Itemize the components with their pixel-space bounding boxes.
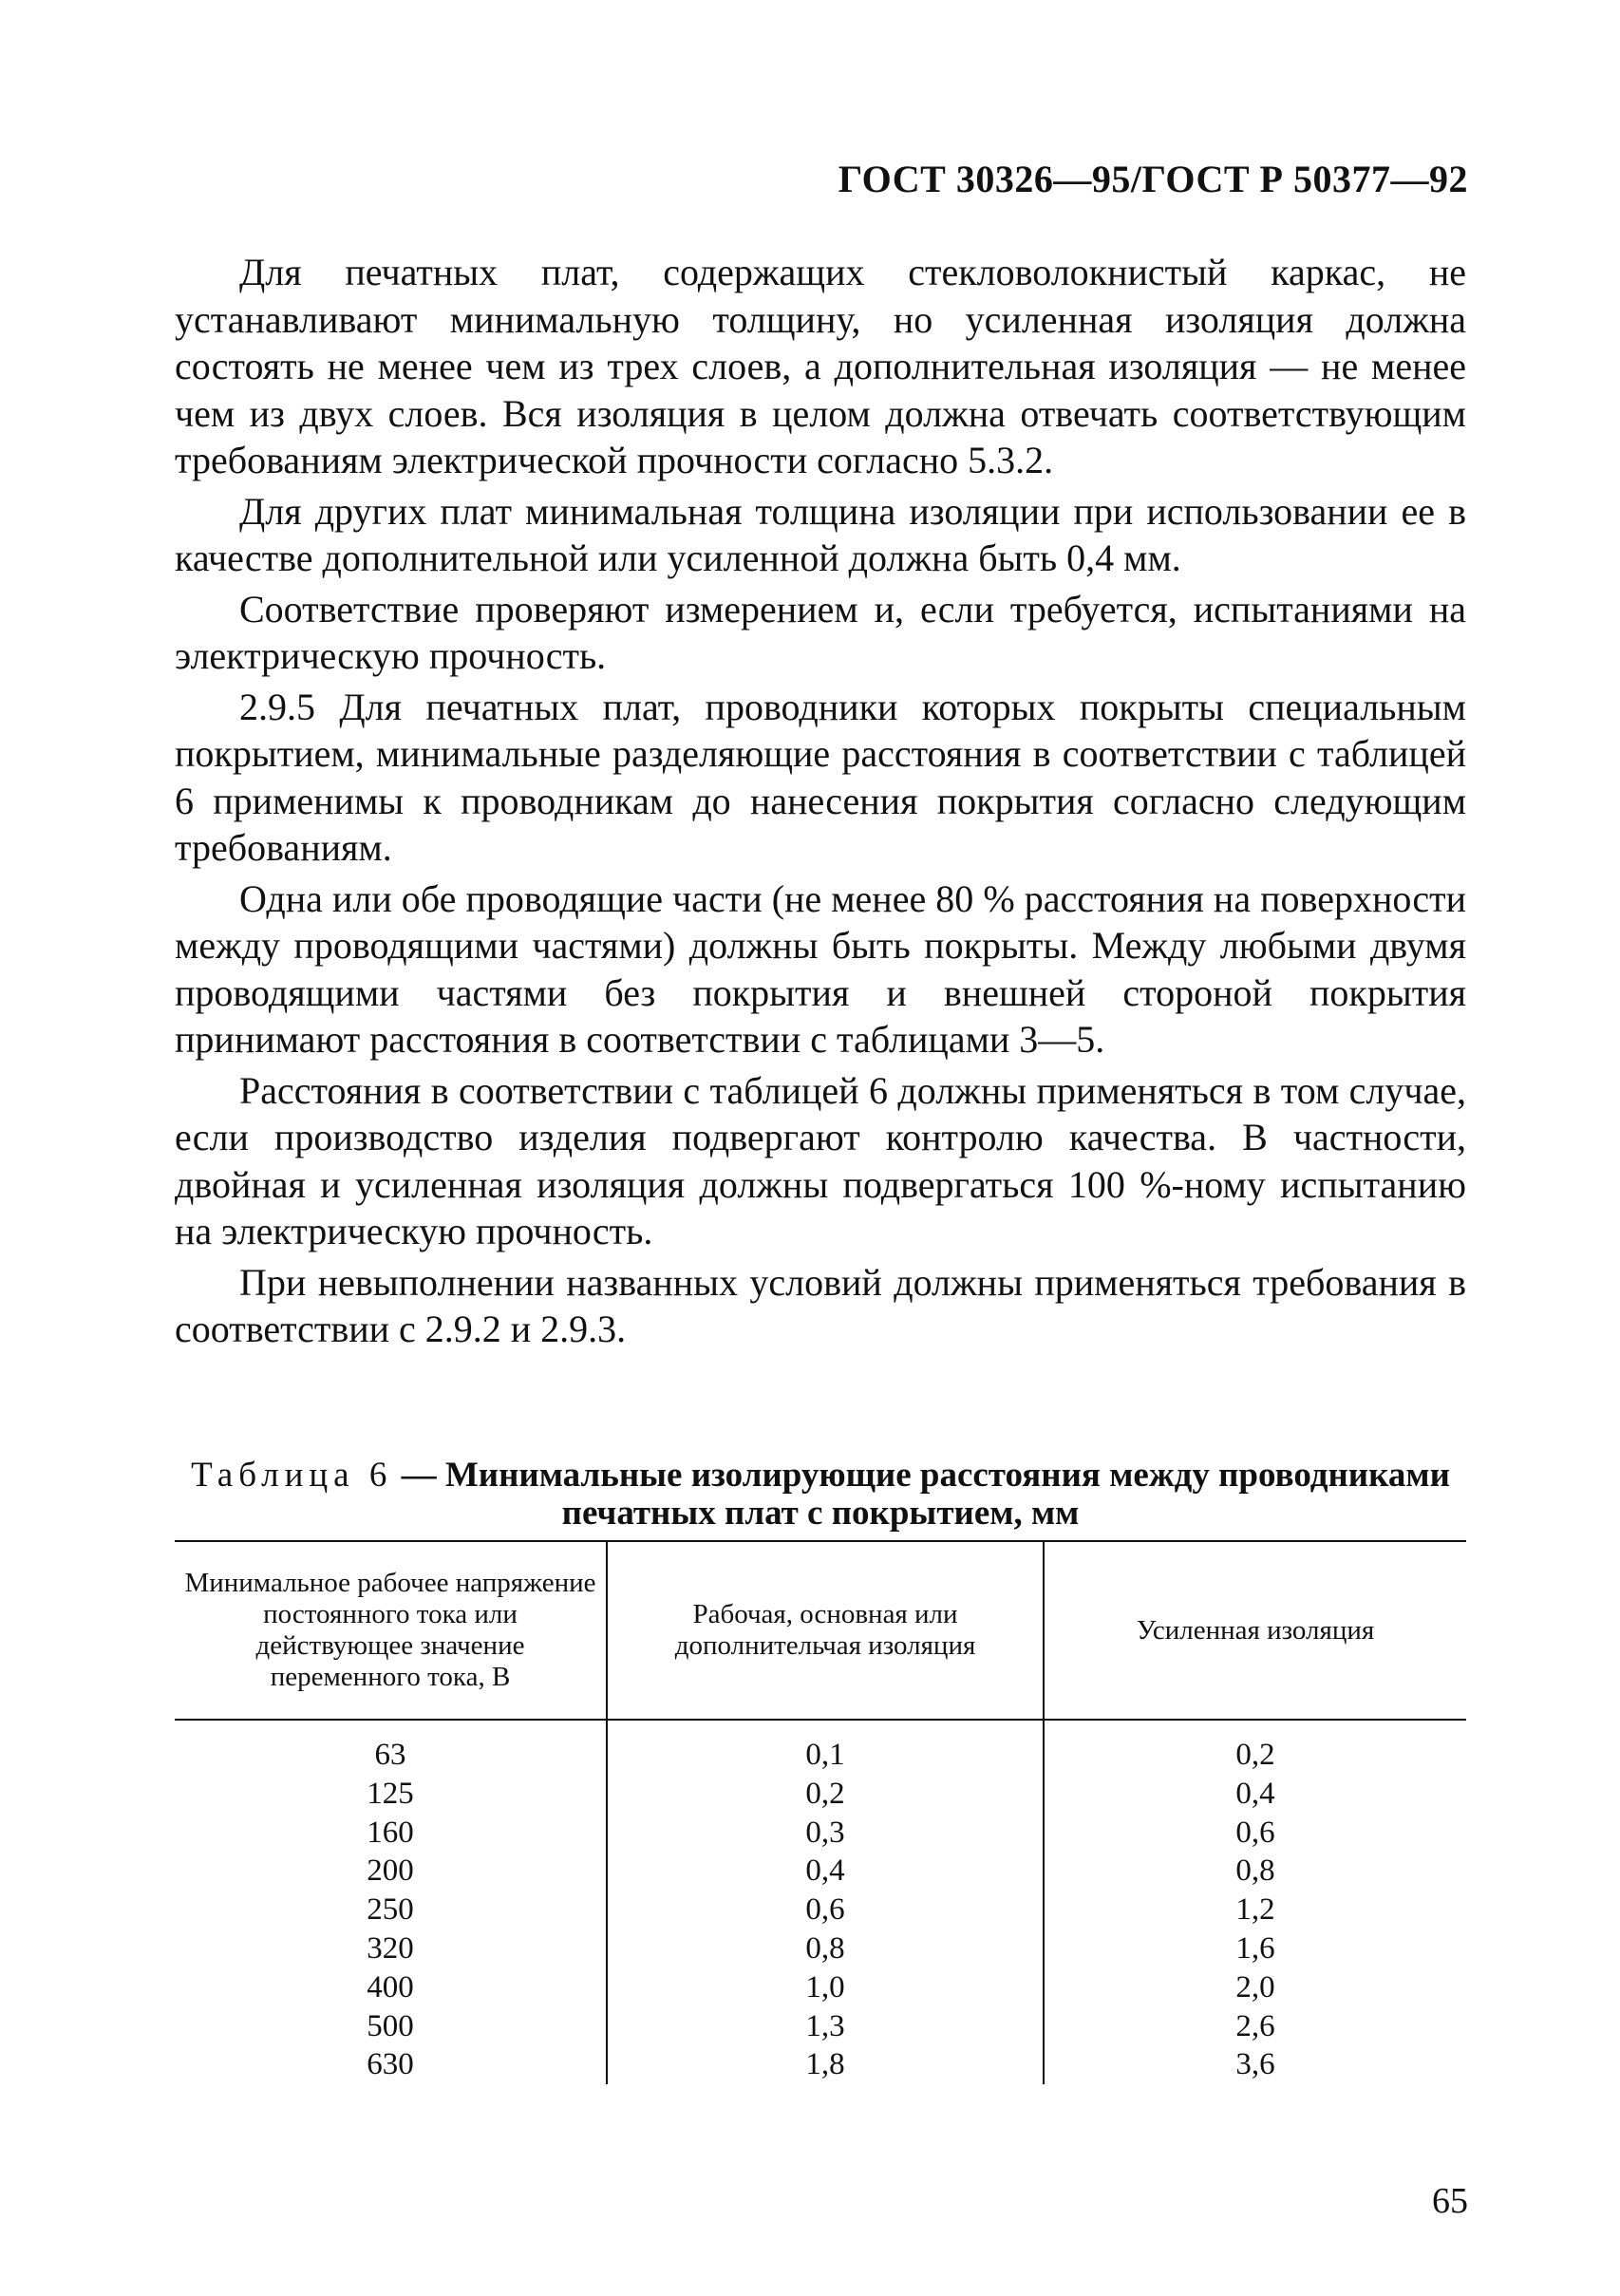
paragraph: Расстояния в соответствии с таблицей 6 должны применяться в том случае, если производство изделия подвергают контролю качества. В частности, двойная и усиленная изоляция должны подвергаться 100 %-ному испытанию на электрическую прочность. <box>175 1068 1466 1252</box>
table-row <box>175 1720 1466 1775</box>
page-number: 65 <box>1432 2181 1468 2221</box>
paragraph: Для печатных плат, содержащих стекловолокнистый каркас, не устанавливают минимальную толщину, но усиленная изоляция должна состоять не менее чем из трех слоев, а дополнительная изоляция — не менее чем из двух слоев. Вся изоляция в целом должна отвечать соответствующим требованиям электрической прочности согласно 5.3.2. <box>175 251 1466 481</box>
cell-voltage: 250 <box>367 1892 414 1928</box>
body-text <box>175 249 1466 1357</box>
table-row <box>175 1929 1466 1968</box>
table-row <box>175 1891 1466 1929</box>
cell-voltage: 400 <box>367 1969 414 2004</box>
cell-voltage: 630 <box>367 2047 414 2082</box>
table-caption <box>175 1457 1466 1533</box>
cell-basic-insulation: 0,8 <box>607 1929 1044 1968</box>
cell-reinforced-insulation: 0,4 <box>1044 1775 1466 1814</box>
cell-voltage: 125 <box>367 1776 414 1811</box>
cell-reinforced-insulation: 0,6 <box>1044 1814 1466 1853</box>
table-row <box>175 1814 1466 1853</box>
table-row <box>175 2007 1466 2046</box>
cell-reinforced-insulation: 3,6 <box>1044 2045 1466 2084</box>
cell-basic-insulation: 0,6 <box>607 1891 1044 1929</box>
table-row <box>175 1852 1466 1891</box>
cell-reinforced-insulation: 1,6 <box>1044 1929 1466 1968</box>
table-title: — Минимальные изолирующие расстояния между проводниками печатных плат с покрытием, мм <box>392 1456 1450 1533</box>
table-row <box>175 2045 1466 2084</box>
cell-voltage: 320 <box>367 1930 414 1966</box>
data-table <box>175 1540 1466 2084</box>
table-row <box>175 1968 1466 2007</box>
cell-basic-insulation: 0,2 <box>607 1775 1044 1814</box>
cell-reinforced-insulation: 0,2 <box>1044 1720 1466 1775</box>
cell-voltage: 63 <box>374 1738 406 1772</box>
paragraph: Для других плат минимальная толщина изоляции при использовании ее в качестве дополнительной или усиленной должна быть 0,4 мм. <box>175 489 1466 579</box>
table-label: Таблица 6 <box>191 1456 393 1495</box>
cell-reinforced-insulation: 0,8 <box>1044 1852 1466 1891</box>
table-header-row <box>175 1541 1466 1720</box>
paragraph: Соответствие проверяют измерением и, если требуется, испытаниями на электрическую прочность. <box>175 587 1466 677</box>
paragraph: При невыполнении названных условий должны применяться требования в соответствии с 2.9.2 и 2.9.3. <box>175 1260 1466 1350</box>
table-row <box>175 1775 1466 1814</box>
cell-basic-insulation: 1,3 <box>607 2007 1044 2046</box>
table-body <box>175 1720 1466 2084</box>
table-container <box>175 1540 1466 2084</box>
cell-basic-insulation: 0,3 <box>607 1814 1044 1853</box>
cell-voltage: 200 <box>367 1854 414 1889</box>
cell-reinforced-insulation: 2,6 <box>1044 2007 1466 2046</box>
cell-reinforced-insulation: 1,2 <box>1044 1891 1466 1929</box>
cell-voltage: 160 <box>367 1815 414 1850</box>
header-basic-insulation: Рабочая, основная или дополнительчая изоляция <box>607 1541 1044 1720</box>
cell-reinforced-insulation: 2,0 <box>1044 1968 1466 2007</box>
paragraph: 2.9.5 Для печатных плат, проводники которых покрыты специальным покрытием, минимальные разделяющие расстояния в соответствии с таблицей 6 применимы к проводникам до нанесения покрытия согласно следующим требованиям. <box>175 685 1466 869</box>
header-reinforced-insulation: Усиленная изоляция <box>1044 1541 1466 1720</box>
cell-basic-insulation: 0,1 <box>607 1720 1044 1775</box>
paragraph: Одна или обе проводящие части (не менее 80 % расстояния на поверхности между проводящими частями) должны быть покрыты. Между любыми двумя проводящими частями без покрытия и внешней стороной покрытия принимают расстояния в соответствии с таблицами 3—5. <box>175 876 1466 1061</box>
cell-basic-insulation: 1,8 <box>607 2045 1044 2084</box>
header-voltage: Минимальное рабочее напряжение постоянного тока или действующее значение переменного тока, В <box>175 1541 607 1720</box>
cell-basic-insulation: 0,4 <box>607 1852 1044 1891</box>
cell-basic-insulation: 1,0 <box>607 1968 1044 2007</box>
document-header: ГОСТ 30326—95/ГОСТ Р 50377—92 <box>838 158 1468 200</box>
cell-voltage: 500 <box>367 2008 414 2043</box>
